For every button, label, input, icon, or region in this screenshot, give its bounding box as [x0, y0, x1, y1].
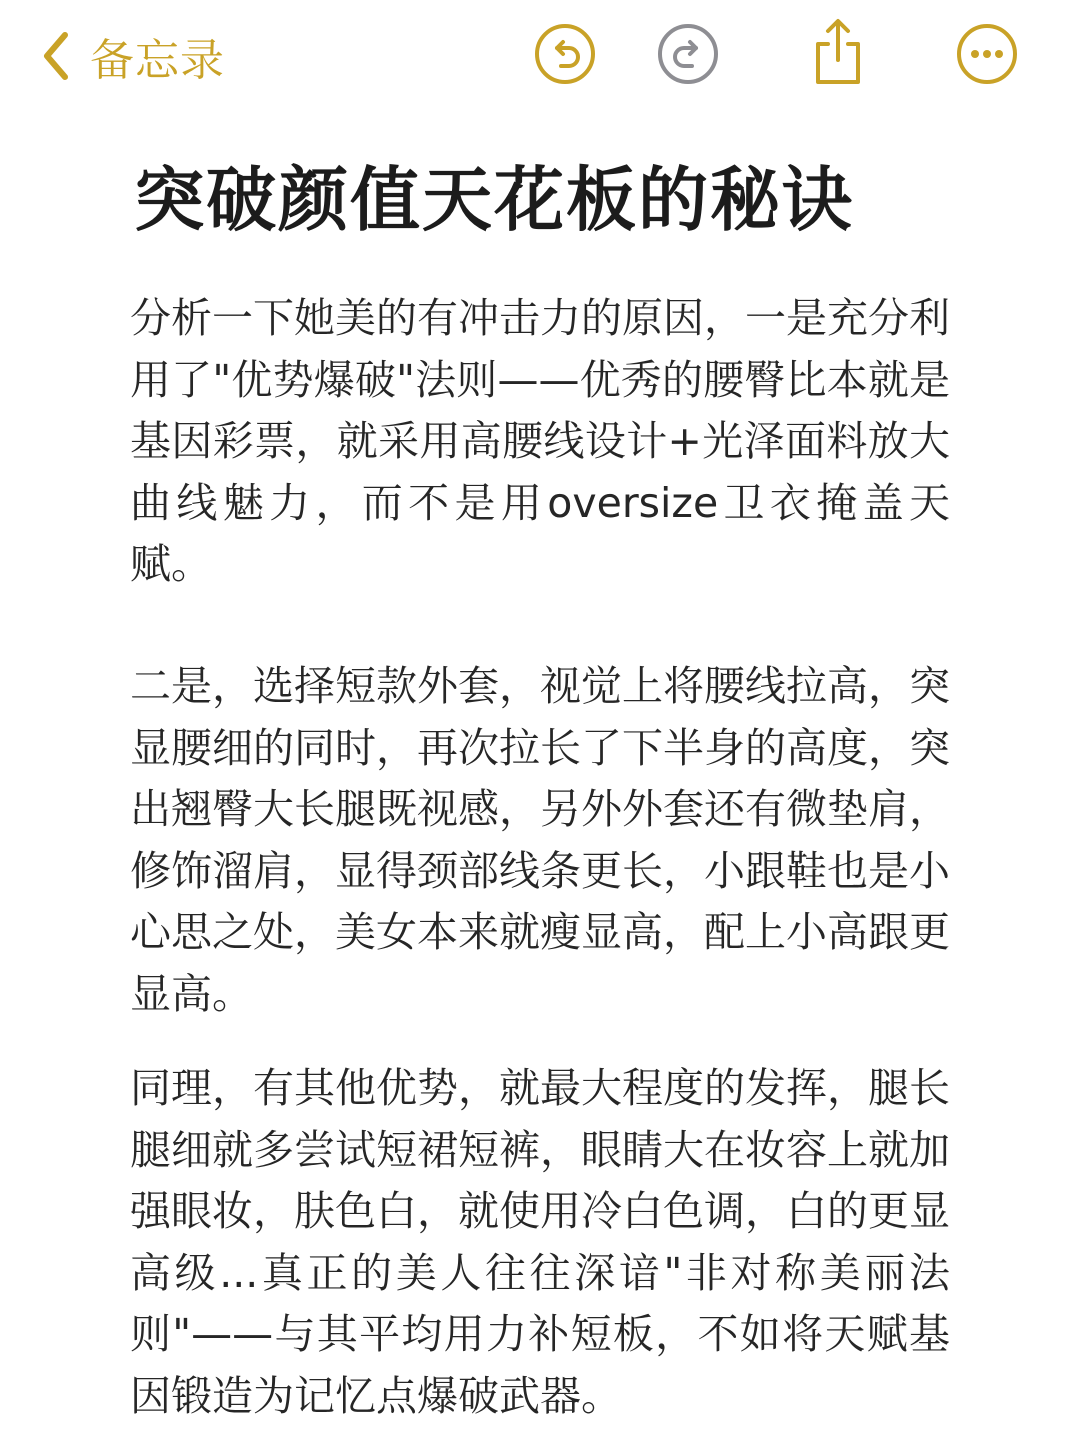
- note-paragraph: 分析一下她美的有冲击力的原因，一是充分利用了"优势爆破"法则——优秀的腰臀比本就是基因彩票，就采用高腰线设计+光泽面料放大曲线魅力，而不是用oversize卫衣掩盖天赋。: [130, 294, 950, 588]
- chevron-left-icon: [36, 24, 76, 88]
- redo-icon: [656, 22, 720, 90]
- share-icon: [808, 16, 868, 92]
- navigation-bar: [0, 0, 1080, 112]
- undo-icon: [533, 22, 597, 90]
- back-label: 备忘录: [90, 35, 225, 86]
- note-paragraph: 二是，选择短款外套，视觉上将腰线拉高，突显腰细的同时，再次拉长了下半身的高度，突出翘臀大长腿既视感，另外外套还有微垫肩，修饰溜肩，显得颈部线条更长，小跟鞋也是小心思之处，美女本来就瘦显高，配上小高跟更显高。: [130, 662, 950, 1018]
- redo-button[interactable]: [656, 24, 720, 88]
- note-title: 突破颜值天花板的秘诀: [134, 159, 854, 241]
- more-button[interactable]: [955, 24, 1019, 88]
- share-button[interactable]: [806, 18, 870, 90]
- undo-button[interactable]: [533, 24, 597, 88]
- back-button[interactable]: [36, 24, 225, 88]
- more-icon: [955, 22, 1019, 90]
- note-paragraph: 同理，有其他优势，就最大程度的发挥，腿长腿细就多尝试短裙短裤，眼睛大在妆容上就加强眼妆，肤色白，就使用冷白色调，白的更显高级...真正的美人往往深谙"非对称美丽法则"——与其平均用力补短板，不如将天赋基因锻造为记忆点爆破武器。: [130, 1064, 950, 1420]
